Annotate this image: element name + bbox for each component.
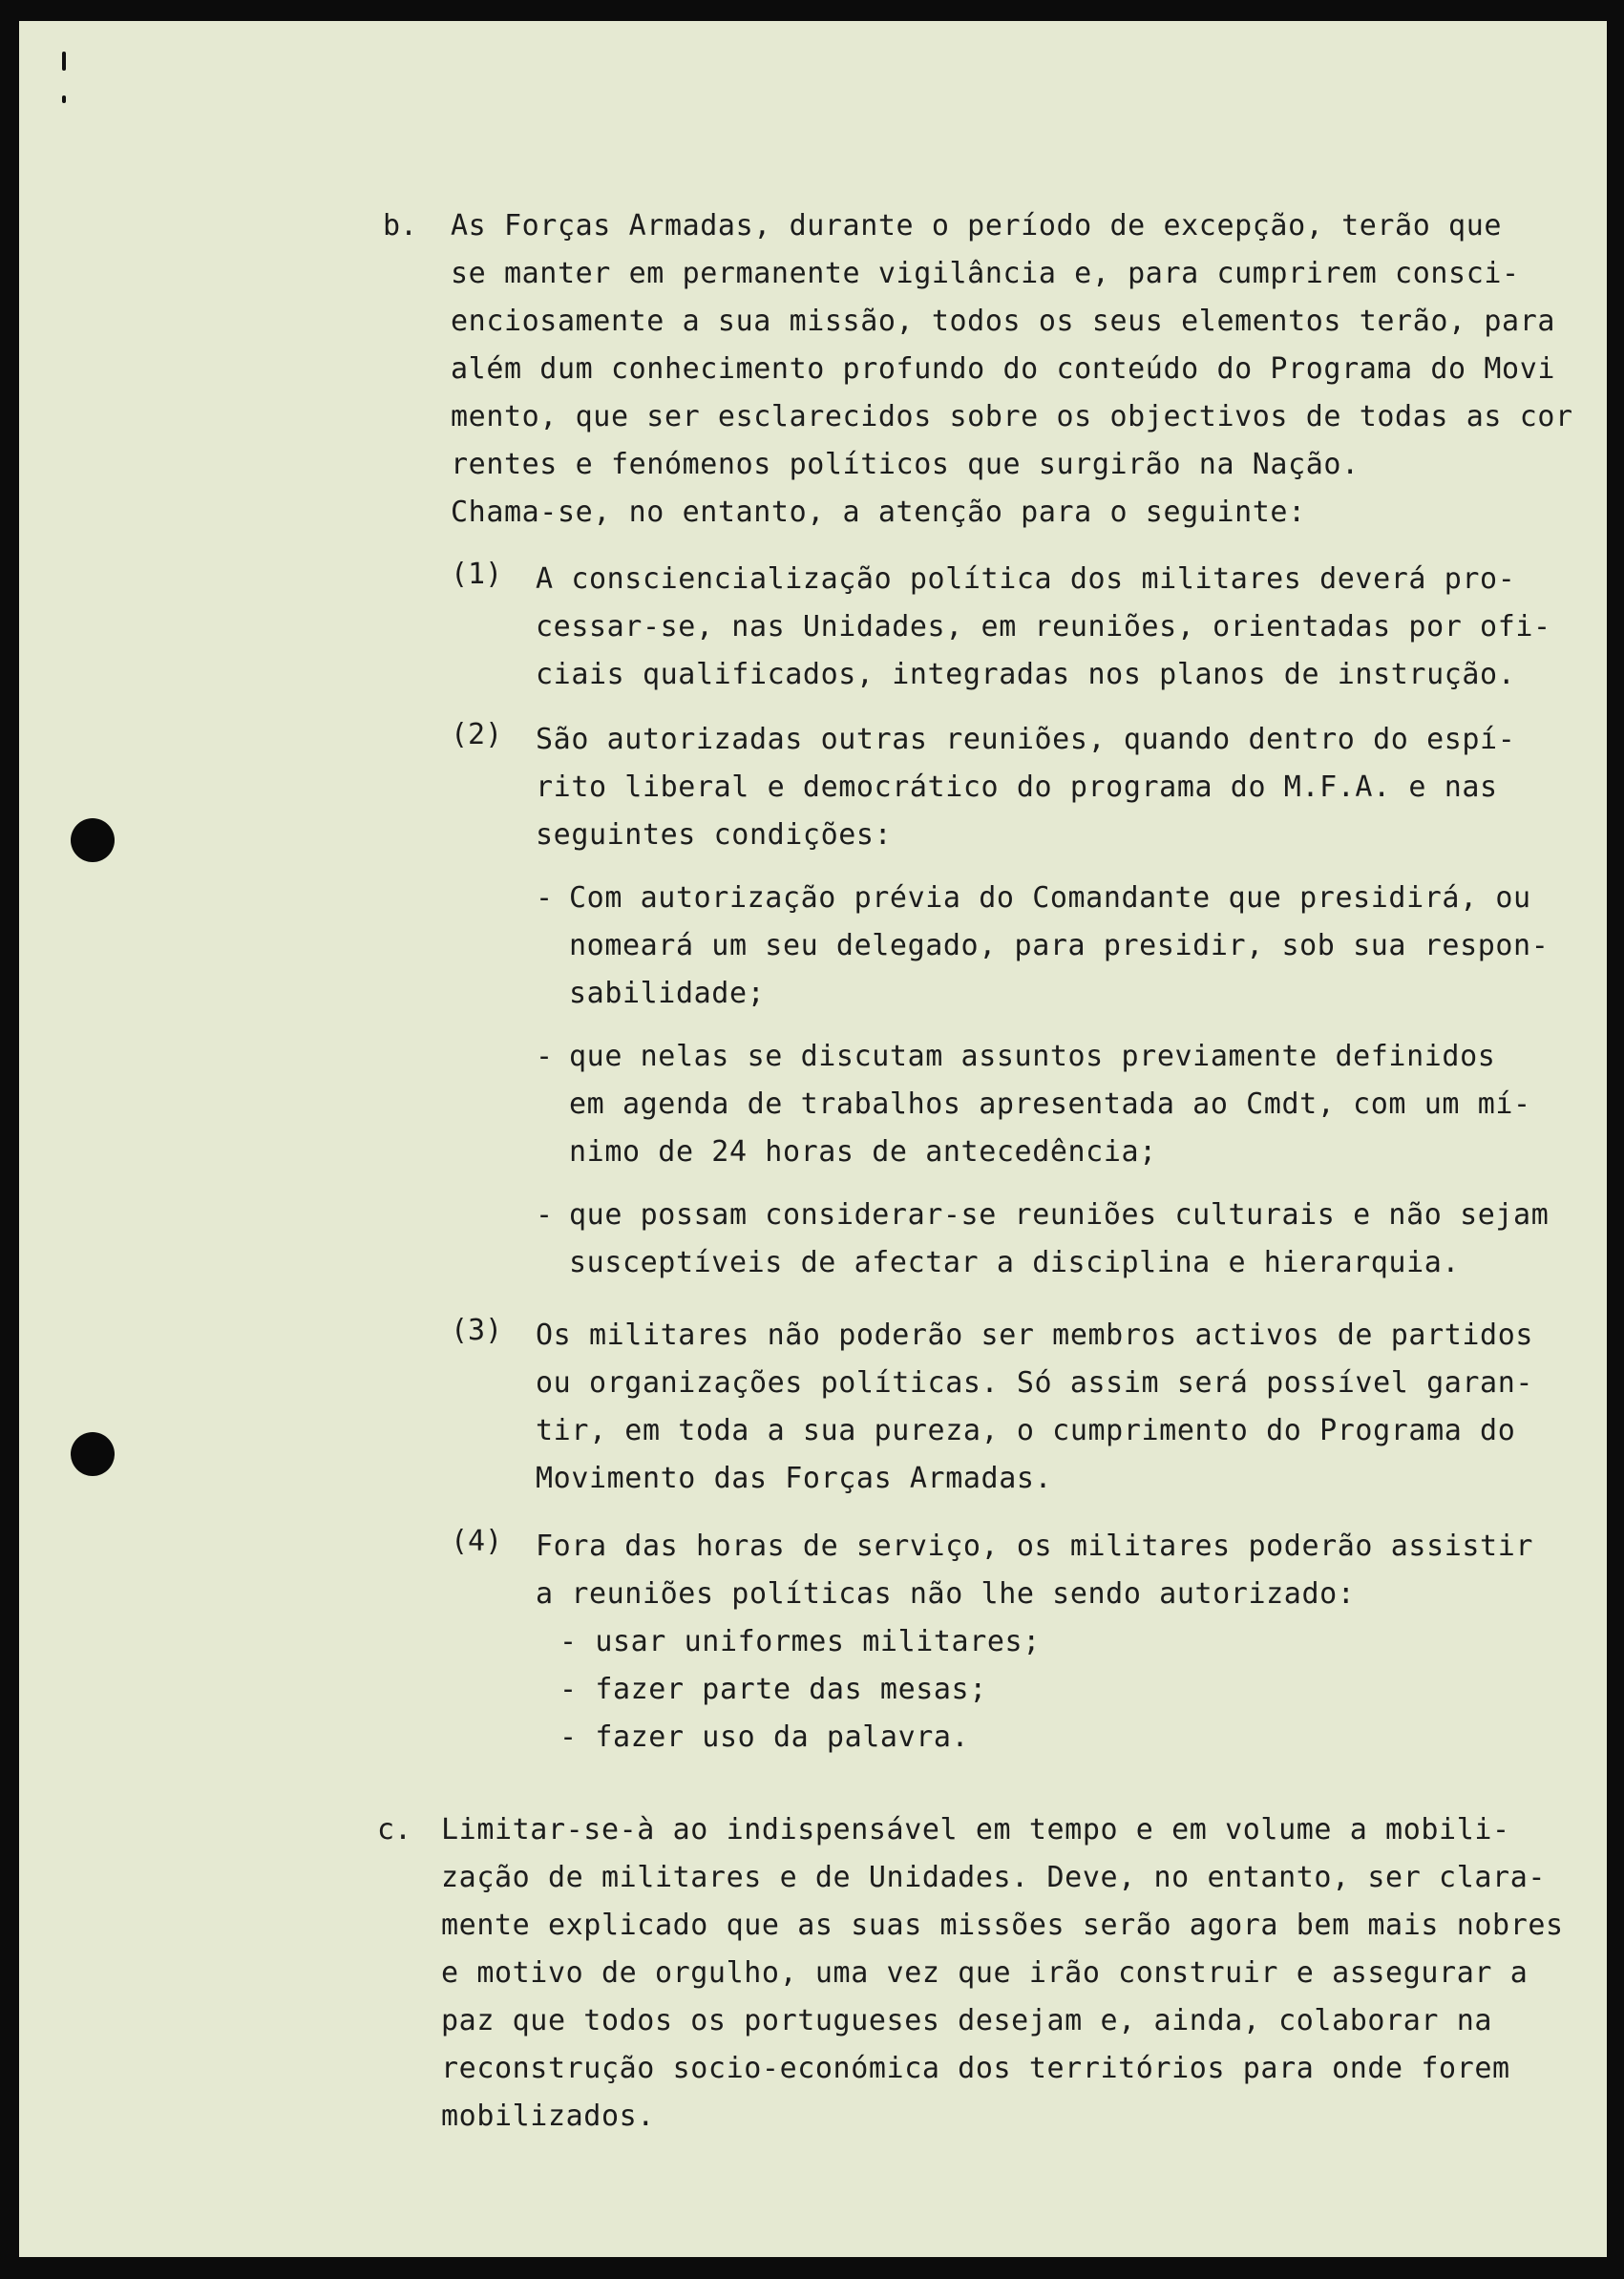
punch-hole-top	[71, 818, 115, 862]
item-4-line: a reuniões políticas não lhe sendo autorizado:	[536, 1577, 1356, 1611]
section-b-line: além dum conhecimento profundo do conteúdo do Programa do Movi	[451, 352, 1556, 386]
bullet-line: sabilidade;	[569, 977, 766, 1010]
bullet-line: nimo de 24 horas de antecedência;	[569, 1135, 1157, 1169]
section-b-line: As Forças Armadas, durante o período de excepção, terão que	[451, 209, 1503, 243]
bullet-line: susceptíveis de afectar a disciplina e hierarquia.	[569, 1246, 1461, 1279]
item-4-line: - fazer parte das mesas;	[559, 1673, 987, 1706]
bullet-line: que nelas se discutam assuntos previamente definidos	[569, 1040, 1496, 1073]
section-b-line: mento, que ser esclarecidos sobre os objectivos de todas as cor	[451, 400, 1573, 433]
section-c-line: zação de militares e de Unidades. Deve, no entanto, ser clara-	[441, 1861, 1547, 1894]
bullet-dash: -	[536, 1198, 554, 1232]
punch-hole-bottom	[71, 1432, 115, 1476]
item-3-line: tir, em toda a sua pureza, o cumprimento do Programa do	[536, 1414, 1516, 1447]
section-b-line: se manter em permanente vigilância e, para cumprirem consci-	[451, 257, 1520, 290]
item-1-marker: (1)	[451, 558, 503, 591]
section-b-line: rentes e fenómenos políticos que surgirão na Nação.	[451, 448, 1360, 481]
bullet-line: que possam considerar-se reuniões culturais e não sejam	[569, 1198, 1550, 1232]
section-b-line: enciosamente a sua missão, todos os seus elementos terão, para	[451, 305, 1556, 338]
bullet-line: em agenda de trabalhos apresentada ao Cmdt, com um mí-	[569, 1087, 1531, 1121]
staple-mark	[62, 95, 66, 103]
item-1-line: cessar-se, nas Unidades, em reuniões, orientadas por ofi-	[536, 610, 1551, 644]
bullet-line: nomeará um seu delegado, para presidir, sob sua respon-	[569, 929, 1550, 962]
item-2-line: rito liberal e democrático do programa do M.F.A. e nas	[536, 770, 1498, 804]
section-c-line: mobilizados.	[441, 2100, 655, 2133]
section-c-line: reconstrução socio-económica dos territórios para onde forem	[441, 2052, 1510, 2085]
section-c-marker: c.	[377, 1813, 412, 1846]
item-4-line: - fazer uso da palavra.	[559, 1720, 970, 1754]
item-4-line: Fora das horas de serviço, os militares poderão assistir	[536, 1530, 1534, 1563]
item-3-marker: (3)	[451, 1314, 503, 1347]
section-b-line: Chama-se, no entanto, a atenção para o seguinte:	[451, 496, 1306, 529]
section-b-marker: b.	[383, 209, 418, 243]
section-c-line: e motivo de orgulho, uma vez que irão construir e assegurar a	[441, 1956, 1529, 1990]
item-1-line: ciais qualificados, integradas nos planos de instrução.	[536, 658, 1516, 691]
item-3-line: Movimento das Forças Armadas.	[536, 1462, 1053, 1495]
bullet-line: Com autorização prévia do Comandante que presidirá, ou	[569, 881, 1531, 915]
item-2-marker: (2)	[451, 718, 503, 751]
item-4-line: - usar uniformes militares;	[559, 1625, 1041, 1658]
item-4-marker: (4)	[451, 1525, 503, 1558]
typewritten-page	[19, 21, 1607, 2257]
bullet-dash: -	[536, 1040, 554, 1073]
bullet-dash: -	[536, 881, 554, 915]
item-3-line: Os militares não poderão ser membros activos de partidos	[536, 1319, 1534, 1352]
section-c-line: Limitar-se-à ao indispensável em tempo e em volume a mobili-	[441, 1813, 1510, 1846]
item-2-line: seguintes condições:	[536, 818, 893, 852]
section-c-line: mente explicado que as suas missões serão agora bem mais nobres	[441, 1909, 1564, 1942]
section-c-line: paz que todos os portugueses desejam e, ainda, colaborar na	[441, 2004, 1493, 2037]
item-1-line: A consciencialização política dos militares deverá pro-	[536, 562, 1516, 596]
item-2-line: São autorizadas outras reuniões, quando dentro do espí-	[536, 723, 1516, 756]
staple-mark	[62, 52, 66, 71]
item-3-line: ou organizações políticas. Só assim será possível garan-	[536, 1366, 1534, 1400]
